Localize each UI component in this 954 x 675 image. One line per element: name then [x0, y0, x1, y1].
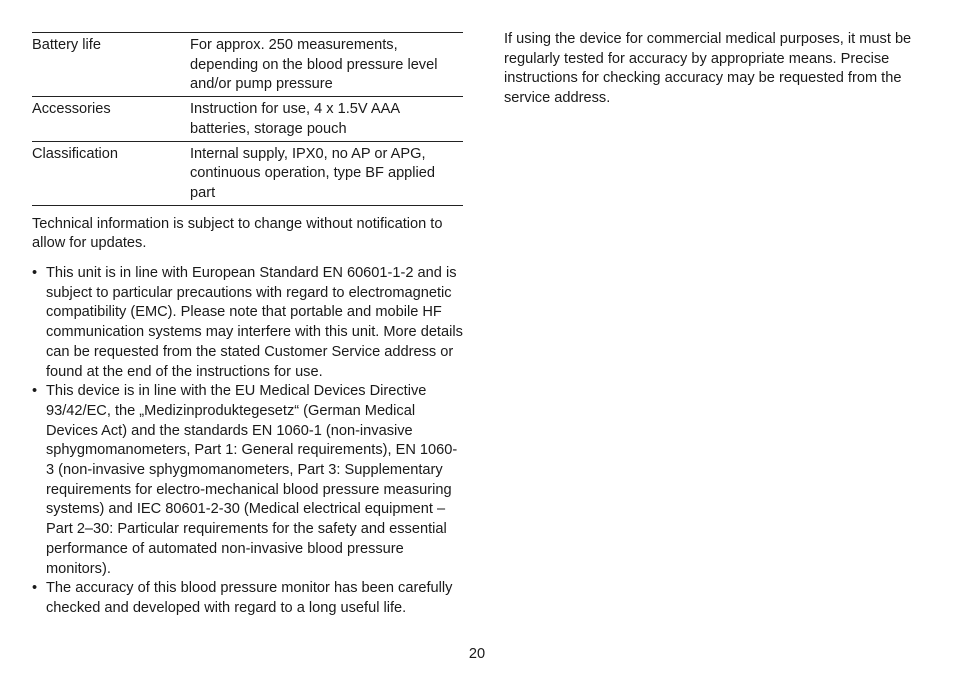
spec-row-battery-life: [32, 33, 463, 97]
compliance-list: [32, 264, 464, 619]
spec-value: Instruction for use, 4 x 1.5V AAA batteries, storage pouch: [190, 97, 463, 141]
list-item-text: This device is in line with the EU Medical Devices Directive 93/42/EC, the „Medizinproduktegesetz“ (German Medical Devices Act) and the standards EN 1060-1 (non-invasive sphygmomanometers, Part 1: General requirements), EN 1060-3 (non-invasive sphygmomanometers, Part 3: Supplementary requirements for electro-mechanical blood pressure measuring systems) and IEC 80601-2-30 (Medical electrical equipment – Part 2–30: Particular requirements for the safety and essential performance of automated non-invasive blood pressure monitors).: [46, 383, 458, 577]
right-column: [504, 30, 922, 109]
specifications-table: [32, 32, 463, 206]
spec-row-accessories: [32, 97, 463, 141]
list-item-text: This unit is in line with European Standard EN 60601-1-2 and is subject to particular precautions with regard to electromagnetic compatibility (EMC). Please note that portable and mobile HF communication systems may interfere with this unit. More details can be requested from the stated Customer Service address or found at the end of the instructions for use.: [46, 265, 463, 380]
left-column: [32, 32, 464, 619]
list-item: [32, 264, 464, 382]
spec-row-classification: [32, 141, 463, 205]
bullet-icon: •: [32, 265, 38, 282]
spec-label: Accessories: [32, 97, 190, 141]
spec-label: Classification: [32, 141, 190, 205]
bullet-icon: •: [32, 580, 38, 597]
list-item-text: The accuracy of this blood pressure monitor has been carefully checked and developed with regard to a long useful life.: [46, 580, 453, 616]
spec-value: Internal supply, IPX0, no AP or APG, continuous operation, type BF applied part: [190, 141, 463, 205]
spec-label: Battery life: [32, 33, 190, 97]
list-item: [32, 579, 464, 618]
technical-change-note: Technical information is subject to change without notification to allow for updates.: [32, 215, 443, 252]
bullet-icon: •: [32, 383, 38, 400]
list-item: [32, 382, 464, 579]
page-number: 20: [468, 646, 486, 662]
spec-value: For approx. 250 measurements, depending on the blood pressure level and/or pump pressure: [190, 33, 463, 97]
commercial-use-note: If using the device for commercial medical purposes, it must be regularly tested for accuracy by appropriate means. Precise instructions for checking accuracy may be requested from the service address.: [504, 31, 912, 107]
